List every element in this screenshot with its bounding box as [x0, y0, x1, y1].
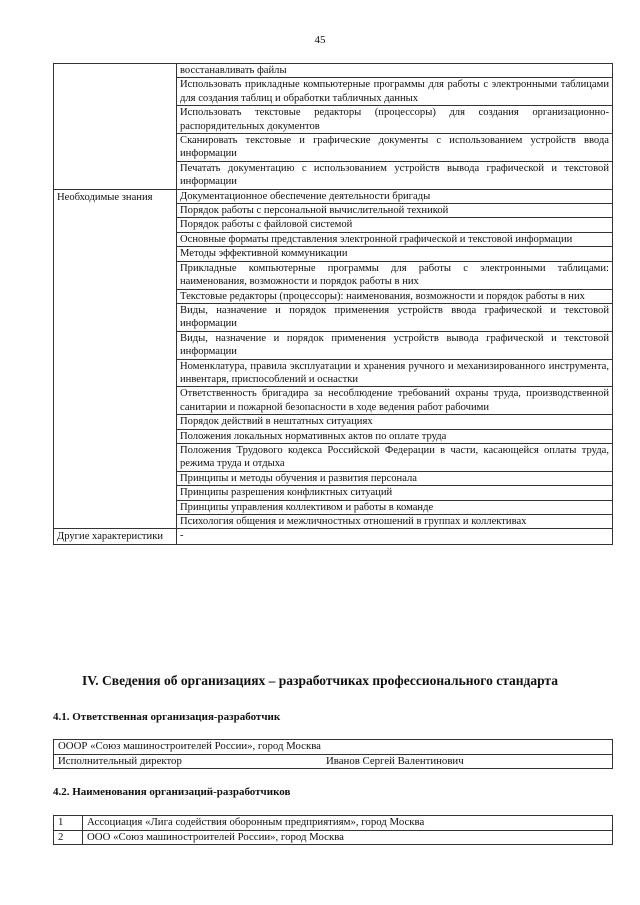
- skills-label-cell: [54, 64, 177, 190]
- skill-item: Сканировать текстовые и графические документы с использованием устройств ввода информации: [177, 134, 613, 162]
- other-characteristics-value: -: [177, 529, 613, 544]
- knowledge-item: Принципы управления коллективом и работы в команде: [177, 500, 613, 514]
- developer-organizations-table: [53, 815, 613, 845]
- knowledge-item: Порядок работы с файловой системой: [177, 218, 613, 232]
- table-row: [54, 529, 613, 544]
- responsible-organization-name: ОООР «Союз машиностроителей России», город Москва: [54, 740, 613, 755]
- knowledge-label: Необходимые знания: [54, 189, 177, 529]
- responsible-organization-table: [53, 739, 613, 769]
- director-name: Иванов Сергей Валентинович: [326, 754, 464, 767]
- knowledge-item: Номенклатура, правила эксплуатации и хранения ручного и механизированного инструмента, инвентаря, приспособлений и оснастки: [177, 359, 613, 387]
- knowledge-item: Положения локальных нормативных актов по оплате труда: [177, 429, 613, 443]
- section-iv-title: IV. Сведения об организациях – разработчиках профессионального стандарта: [82, 673, 558, 688]
- knowledge-item: Прикладные компьютерные программы для работы с электронными таблицами: наименования, возможности и порядок работы в них: [177, 261, 613, 289]
- knowledge-item: Виды, назначение и порядок применения устройств ввода графической и текстовой информации: [177, 303, 613, 331]
- knowledge-item: Принципы и методы обучения и развития персонала: [177, 471, 613, 485]
- page-number: 45: [314, 34, 326, 46]
- subsection-4-1-title: 4.1. Ответственная организация-разработчик: [53, 711, 281, 723]
- other-characteristics-label: Другие характеристики: [54, 529, 177, 544]
- knowledge-item: Порядок работы с персональной вычислительной техникой: [177, 204, 613, 218]
- table-row: [54, 189, 613, 203]
- knowledge-item: Принципы разрешения конфликтных ситуаций: [177, 486, 613, 500]
- table-row: [54, 64, 613, 78]
- subsection-4-2-title: 4.2. Наименования организаций-разработчиков: [53, 786, 291, 798]
- director-cell: [54, 754, 613, 769]
- row-number: 1: [54, 816, 83, 831]
- knowledge-item: Положения Трудового кодекса Российской Федерации в части, касающейся оплаты труда, режима труда и отдыха: [177, 443, 613, 471]
- skill-item: Использовать прикладные компьютерные программы для работы с электронными таблицами для создания таблиц и обработки табличных данных: [177, 78, 613, 106]
- row-number: 2: [54, 830, 83, 845]
- table-row: [54, 754, 613, 769]
- director-position: Исполнительный директор: [58, 754, 182, 767]
- knowledge-item: Документационное обеспечение деятельности бригады: [177, 189, 613, 203]
- table-row: [54, 740, 613, 755]
- table-row: [54, 830, 613, 845]
- knowledge-item: Порядок действий в нештатных ситуациях: [177, 415, 613, 429]
- table-row: [54, 816, 613, 831]
- knowledge-item: Психология общения и межличностных отношений в группах и коллективах: [177, 515, 613, 529]
- skill-item: Использовать текстовые редакторы (процессоры) для создания организационно-распорядительных документов: [177, 106, 613, 134]
- skill-item: восстанавливать файлы: [177, 64, 613, 78]
- knowledge-item: Виды, назначение и порядок применения устройств вывода графической и текстовой информации: [177, 331, 613, 359]
- developer-organization-name: Ассоциация «Лига содействия оборонным предприятиям», город Москва: [83, 816, 613, 831]
- skills-knowledge-table: [53, 63, 613, 545]
- developer-organization-name: ООО «Союз машиностроителей России», город Москва: [83, 830, 613, 845]
- knowledge-item: Текстовые редакторы (процессоры): наименования, возможности и порядок работы в них: [177, 289, 613, 303]
- knowledge-item: Основные форматы представления электронной графической и текстовой информации: [177, 232, 613, 246]
- knowledge-item: Методы эффективной коммуникации: [177, 247, 613, 261]
- skill-item: Печатать документацию с использованием устройств вывода графической и текстовой информации: [177, 161, 613, 189]
- knowledge-item: Ответственность бригадира за несоблюдение требований охраны труда, производственной санитарии и пожарной безопасности в ходе ведения работ рабочими: [177, 387, 613, 415]
